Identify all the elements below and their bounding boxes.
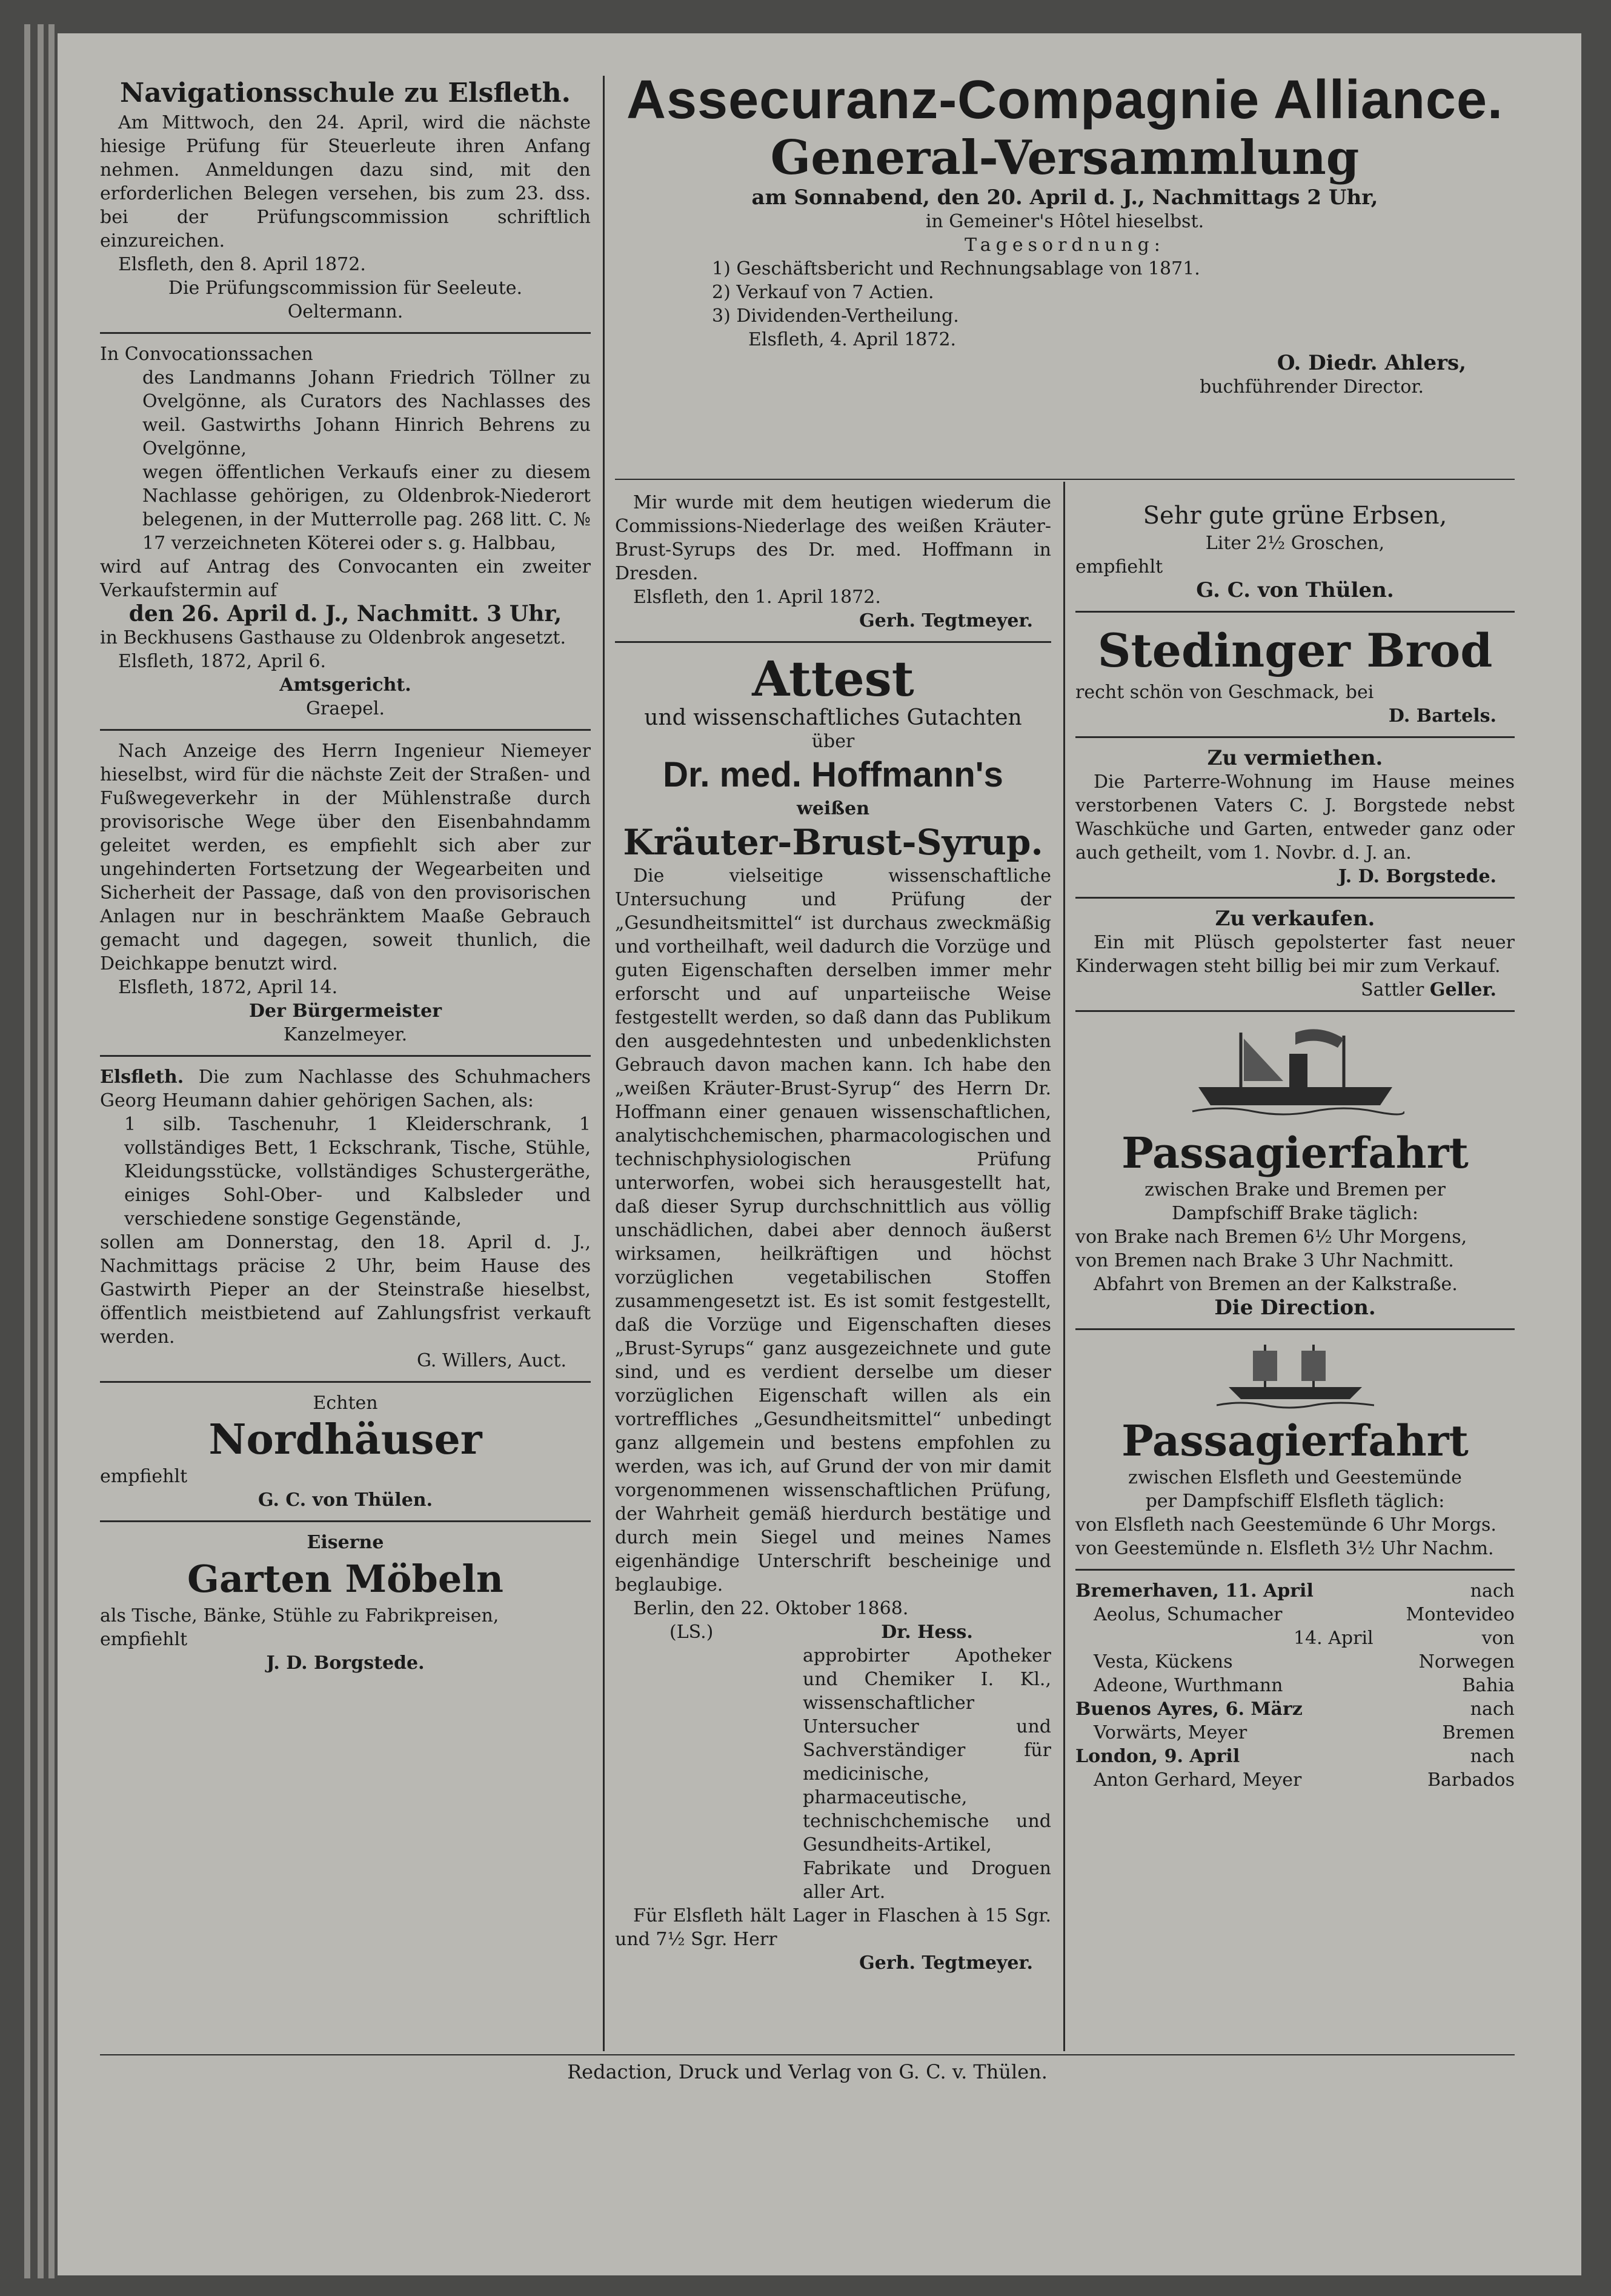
signature-name: Graepel. — [305, 698, 385, 719]
steamship-icon — [1186, 1020, 1404, 1123]
date: Elsfleth, den 1. April 1872. — [633, 587, 881, 608]
subtitle: und wissenschaftliches Gutachten — [644, 705, 1022, 730]
signature: Geller. — [1429, 979, 1496, 1000]
subtitle: Kräuter-Brust-Syrup. — [623, 822, 1043, 863]
signature: G. Willers, Auct. — [416, 1350, 566, 1371]
destination: Norwegen — [1418, 1651, 1515, 1672]
column-middle — [615, 491, 1051, 1975]
subtitle: weißen — [797, 798, 869, 819]
text: zwischen Elsfleth und Geestemünde — [1128, 1467, 1462, 1488]
sailing-ship-icon — [1217, 1339, 1374, 1411]
column-right — [1075, 500, 1515, 1792]
seal: (LS.) — [669, 1622, 714, 1643]
destination: nach — [1470, 1699, 1515, 1720]
ad-attest — [615, 651, 1051, 1975]
signature: Dr. Hess. — [881, 1622, 973, 1643]
text: Abfahrt von Bremen an der Kalkstraße. — [1094, 1274, 1458, 1295]
ad-passagier-brake — [1075, 1020, 1515, 1320]
signature-name: Oeltermann. — [287, 301, 404, 322]
text: Dampfschiff Brake täglich: — [1172, 1203, 1418, 1224]
ad-niemeyer — [100, 739, 591, 1047]
text: von Geestemünde n. Elsfleth 3½ Uhr Nachm. — [1075, 1538, 1494, 1559]
newspaper-page — [58, 33, 1581, 2275]
date: Elsfleth, 4. April 1872. — [748, 329, 957, 350]
entry: 14. April — [1294, 1628, 1374, 1649]
body: Die zum Nachlasse des Schuhmachers Georg Heumann dahier gehörigen Sachen, als: — [100, 1066, 591, 1111]
destination: Bahia — [1462, 1675, 1515, 1696]
title: Attest — [752, 650, 914, 707]
signature: J. D. Borgstede. — [266, 1652, 425, 1674]
entry: Buenos Ayres, 6. März — [1075, 1699, 1303, 1720]
signature: Die Direction. — [1214, 1296, 1376, 1320]
signature: Gerh. Tegtmeyer. — [859, 610, 1033, 631]
ad-nordhaeuser — [100, 1391, 591, 1512]
text: recht schön von Geschmack, bei — [1075, 682, 1374, 703]
title: Stedinger Brod — [1097, 624, 1493, 677]
date: Elsfleth, 1872, April 14. — [118, 977, 338, 998]
signature-name: Kanzelmeyer. — [283, 1024, 408, 1045]
top-line: Echten — [313, 1393, 378, 1414]
list-item — [1075, 1674, 1515, 1697]
agenda-item: 3) Dividenden-Vertheilung. — [712, 305, 959, 327]
imprint: Redaction, Druck und Verlag von G. C. v. Thülen. — [567, 2060, 1048, 2083]
text: empfiehlt — [100, 1466, 188, 1487]
ad-vermiethen — [1075, 747, 1515, 888]
heading: Navigationsschule zu Elsfleth. — [120, 78, 571, 108]
signature: Der Bürgermeister — [248, 1000, 442, 1022]
footer-rule — [100, 2054, 1515, 2055]
signature: O. Diedr. Ahlers, — [1277, 351, 1466, 375]
signature: Amtsgericht. — [279, 674, 411, 696]
title: Nordhäuser — [208, 1416, 482, 1464]
subtitle: über — [811, 731, 855, 752]
ad-passagier-elsfleth — [1075, 1339, 1515, 1560]
text: wird auf Antrag des Convocanten ein zweiter Verkaufstermin auf — [100, 556, 591, 601]
title: Passagierfahrt — [1121, 1128, 1469, 1178]
destination: Bremen — [1442, 1722, 1515, 1743]
items: 1 silb. Taschenuhr, 1 Kleiderschrank, 1 vollständiges Bett, 1 Eckschrank, Tische, Stühle, Kleidungsstücke, vollständiges Schustergeräthe, einiges Sohl-Ober- und Kalbsleder und verschiedene sonstige Gegenstände, — [124, 1114, 591, 1230]
entry: Adeone, Wurthmann — [1094, 1675, 1283, 1696]
subtitle: General-Versammlung — [770, 130, 1360, 185]
signature-title: Sattler — [1361, 979, 1424, 1000]
ad-verkaufen — [1075, 907, 1515, 1002]
body: sollen am Donnerstag, den 18. April d. J., Nachmittags präcise 2 Uhr, beim Hause des Gastwirth Pieper an der Steinstraße hieselbst, öffentlich meistbietend auf Zahlungsfrist verkauft werden. — [100, 1232, 591, 1348]
agenda-item: 1) Geschäftsbericht und Rechnungsablage von 1871. — [712, 258, 1200, 279]
ad-alliance — [615, 70, 1515, 399]
date-highlight: den 26. April d. J., Nachmitt. 3 Uhr, — [128, 601, 562, 627]
entry: London, 9. April — [1075, 1746, 1240, 1767]
agenda-item: 2) Verkauf von 7 Actien. — [712, 282, 934, 303]
list-item — [1075, 1579, 1515, 1603]
body: Mir wurde mit dem heutigen wiederum die Commissions-Niederlage des weißen Kräuter-Brust-Syrups des Dr. med. Hoffmann in Dresden. — [615, 492, 1051, 584]
title: Sehr gute grüne Erbsen, — [1143, 502, 1447, 530]
title: Assecuranz-Compagnie Alliance. — [626, 70, 1504, 130]
destination: von — [1481, 1628, 1515, 1649]
text: des Landmanns Johann Friedrich Töllner zu Ovelgönne, als Curators des Nachlasses des weil. Gastwirths Johann Hinrich Behrens zu Ovelgönne, — [142, 367, 591, 459]
entry: Vesta, Kückens — [1094, 1651, 1233, 1672]
column-rule — [1063, 482, 1065, 2051]
text: von Elsfleth nach Geestemünde 6 Uhr Morgs. — [1075, 1514, 1496, 1536]
date-line: am Sonnabend, den 20. April d. J., Nachmittags 2 Uhr, — [751, 185, 1378, 210]
signature-title: approbirter Apotheker und Chemiker I. Kl., wissenschaftlicher Untersucher und Sachverständiger für medicinische, pharmaceutische, technischchemische und Gesundheits-Artikel, Fabrikate und Droguen aller Art. — [803, 1645, 1051, 1903]
text: als Tische, Bänke, Stühle zu Fabrikpreisen, — [100, 1605, 499, 1626]
destination: nach — [1470, 1746, 1515, 1767]
text: empfiehlt — [1075, 556, 1163, 577]
divider — [1075, 897, 1515, 899]
signature: J. D. Borgstede. — [1338, 866, 1496, 887]
text: per Dampfschiff Elsfleth täglich: — [1145, 1491, 1445, 1512]
page-edge-left-3 — [48, 24, 55, 2278]
signature: Gerh. Tegtmeyer. — [859, 1952, 1033, 1974]
subtitle: Dr. med. Hoffmann's — [663, 755, 1003, 794]
ad-heumann — [100, 1065, 591, 1373]
agenda-list — [615, 257, 1515, 351]
signature: Die Prüfungscommission für Seeleute. — [168, 278, 523, 299]
list-item — [1075, 1626, 1515, 1650]
text: von Brake nach Bremen 6½ Uhr Morgens, — [1075, 1226, 1467, 1248]
text: In Convocationssachen — [100, 344, 313, 365]
divider — [1075, 1010, 1515, 1012]
text: in Beckhusens Gasthause zu Oldenbrok angesetzt. — [100, 627, 566, 648]
entry: Vorwärts, Meyer — [1094, 1722, 1247, 1743]
column-rule — [603, 76, 605, 2051]
entry: Anton Gerhard, Meyer — [1094, 1769, 1302, 1791]
divider — [100, 1055, 591, 1057]
page-edge-left — [24, 24, 30, 2278]
agenda-heading: Tagesordnung: — [965, 235, 1165, 256]
list-item — [1075, 1768, 1515, 1792]
text: wegen öffentlichen Verkaufs einer zu diesem Nachlasse gehörigen, zu Oldenbrok-Niederort belegenen, in der Mutterrolle pag. 268 litt. C. № 17 verzeichneten Köterei oder s. g. Halbbau, — [142, 462, 591, 554]
body: Ein mit Plüsch gepolsterter fast neuer Kinderwagen steht billig bei mir zum Verkauf. — [1075, 932, 1515, 977]
ad-convocation — [100, 342, 591, 720]
destination: Montevideo — [1406, 1604, 1515, 1625]
ad-stedinger — [1075, 621, 1515, 728]
text: empfiehlt — [100, 1629, 188, 1650]
body: Nach Anzeige des Herrn Ingenieur Niemeyer hieselbst, wird für die nächste Zeit der Straßen- und Fußwegeverkehr in der Mühlenstraße durch provisorische Wege über den Eisenbahndamm geleitet werden, es empfiehlt sich aber zur ungehinderten Fortsetzung der Wegearbeiten und Sicherheit der Passage, daß von den provisorischen Anlagen nur in beschränktem Maaße Gebrauch gemacht und dagegen, soweit thunlich, die Deichkappe benutzt wird. — [100, 740, 591, 974]
signature: D. Bartels. — [1388, 705, 1496, 727]
divider — [100, 332, 591, 334]
signature-block — [615, 1620, 1051, 1904]
date: Berlin, den 22. Oktober 1868. — [633, 1598, 909, 1619]
place-line: in Gemeiner's Hôtel hieselbst. — [925, 211, 1204, 232]
divider — [1075, 1569, 1515, 1571]
text: von Bremen nach Brake 3 Uhr Nachmitt. — [1075, 1250, 1454, 1271]
shipping-list — [1075, 1579, 1515, 1792]
list-item — [1075, 1603, 1515, 1626]
entry: Bremerhaven, 11. April — [1075, 1580, 1314, 1602]
signature-title: buchführender Director. — [1200, 376, 1424, 398]
destination: nach — [1470, 1580, 1515, 1602]
signature: G. C. von Thülen. — [257, 1489, 433, 1511]
title: Passagierfahrt — [1121, 1416, 1469, 1466]
text: zwischen Brake und Bremen per — [1144, 1179, 1446, 1200]
divider — [615, 641, 1051, 643]
list-item — [1075, 1721, 1515, 1745]
date: Elsfleth, 1872, April 6. — [118, 651, 327, 672]
ad-commissions — [615, 491, 1051, 633]
entry: Aeolus, Schumacher — [1094, 1604, 1283, 1625]
list-item — [1075, 1697, 1515, 1721]
divider — [615, 479, 1515, 480]
list-item — [1075, 1745, 1515, 1768]
heading: Elsfleth. — [100, 1066, 184, 1088]
stockist: Für Elsfleth hält Lager in Flaschen à 15 Sgr. und 7½ Sgr. Herr — [615, 1905, 1051, 1950]
list-item — [1075, 1650, 1515, 1674]
column-left — [100, 76, 591, 1675]
divider — [100, 729, 591, 731]
ad-erbsen — [1075, 500, 1515, 602]
destination: Barbados — [1427, 1769, 1515, 1791]
divider — [1075, 611, 1515, 613]
signature-text — [803, 1620, 1051, 1904]
divider — [1075, 736, 1515, 738]
divider — [100, 1381, 591, 1383]
body: Die Parterre-Wohnung im Hause meines verstorbenen Vaters C. J. Borgstede nebst Waschküche und Garten, entweder ganz oder auch getheilt, vom 1. Novbr. d. J. an. — [1075, 771, 1515, 863]
divider — [1075, 1328, 1515, 1330]
body: Die vielseitige wissenschaftliche Untersuchung und Prüfung der „Gesundheitsmittel“ ist durchaus zweckmäßig und vortheilhaft, weil dadurch die Vorzüge und guten Eigenschaften derselben immer mehr erforscht und auf unparteiische Weise festgestellt werden, so daß dann das Publikum den ausgedehntesten und unbedenklichsten Gebrauch davon machen kann. Ich habe den „weißen Kräuter-Brust-Syrup“ des Herrn Dr. Hoffmann einer genauen wissenschaftlichen, analytischchemischen, pharmacologischen und technischphysiologischen Prüfung unterworfen, wobei sich herausgestellt hat, daß dieser Syrup durchschnittlich aus völlig unschädlichen, dabei aber dennoch äußerst wirksamen, heilkräftigen und höchst vorzüglichen vegetabilischen Stoffen zusammengesetzt ist. Es ist somit festgestellt, daß die Vorzüge und Eigenschaften dieses „Brust-Syrups“ ganz ausgezeichnete und gute sind, und es verdient derselbe um dieser vorzüglichen Eigenschaft willen als ein vortreffliches „Gesundheitsmittel“ unbedingt ganz allgemein und bestens empfohlen zu werden, was ich, auf Grund der von mir damit vorgenommenen wissenschaftlichen Prüfung, der Wahrheit gemäß hierdurch bestätige und durch mein Siegel und meines Names eigenhändige Unterschrift bescheinige und beglaubige. — [615, 865, 1051, 1596]
price: Liter 2½ Groschen, — [1205, 533, 1385, 554]
ad-garten — [100, 1531, 591, 1675]
title: Zu vermiethen. — [1207, 746, 1383, 770]
title: Zu verkaufen. — [1215, 907, 1375, 931]
page-edge-left-2 — [38, 24, 44, 2278]
signature: G. C. von Thülen. — [1196, 578, 1394, 602]
ad-navigationsschule — [100, 76, 591, 324]
body: Am Mittwoch, den 24. April, wird die nächste hiesige Prüfung für Steuerleute ihren Anfang nehmen. Anmeldungen dazu sind, mit den erforderlichen Belegen versehen, bis zum 23. dss. bei der Prüfungscommission schriftlich einzureichen. — [100, 112, 591, 251]
date: Elsfleth, den 8. April 1872. — [118, 254, 366, 275]
divider — [100, 1520, 591, 1522]
title: Garten Möbeln — [187, 1557, 503, 1601]
top-line: Eiserne — [307, 1532, 384, 1553]
